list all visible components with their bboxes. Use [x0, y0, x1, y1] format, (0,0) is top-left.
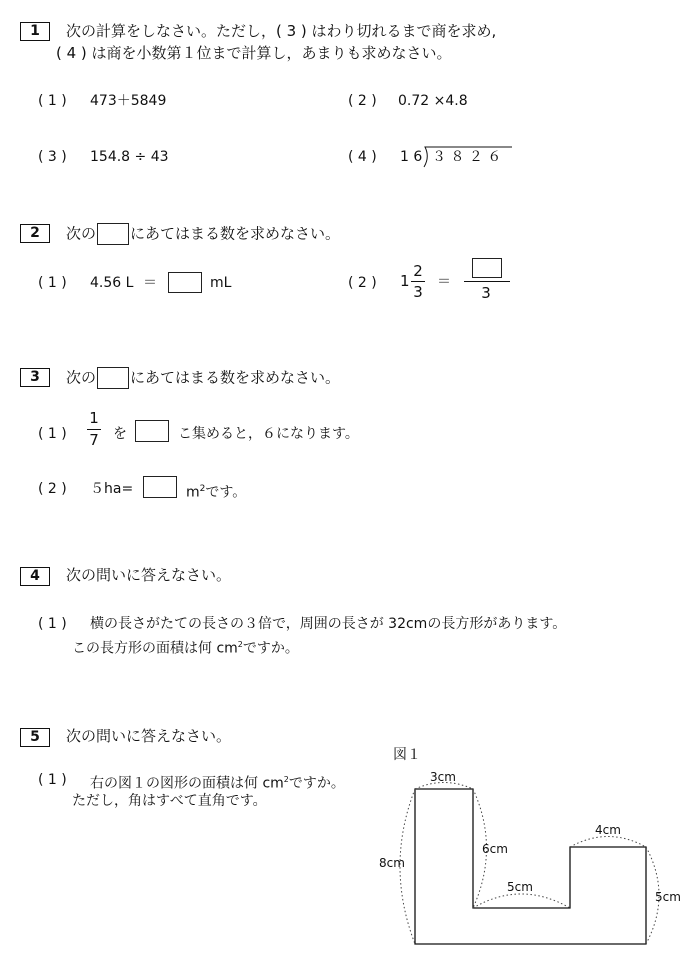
- q4-item1-line1: 横の長さがたての長さの３倍で，周囲の長さが 32cmの長方形があります。: [90, 616, 567, 632]
- q1-item4-divisor: 1 6: [400, 149, 423, 165]
- q2-item1-pre: 4.56 L: [90, 275, 134, 291]
- q1-item2-label: ( 2 ): [348, 93, 377, 109]
- dim-arc-bottom-inner: [473, 894, 570, 908]
- label-right-top: 4cm: [595, 823, 621, 837]
- q1-instruction-line2: ( 4 ) は商を小数第１位まで計算し，あまりも求めなさい。: [56, 44, 452, 62]
- q5-item1-label: ( 1 ): [38, 772, 67, 788]
- q2-item1-label: ( 1 ): [38, 275, 67, 291]
- figure-caption: 図１: [393, 747, 421, 763]
- unit-m: m: [186, 484, 200, 501]
- q4-number-box: 4: [20, 567, 50, 586]
- q3-item2-post: [186, 480, 246, 502]
- q5-item1-line2: ただし，角はすべて直角です。: [72, 793, 267, 809]
- q3-item1-wo: を: [113, 426, 127, 442]
- figure1-shape: [360, 760, 695, 960]
- q1-item2-expr: 0.72 ×4.8: [398, 93, 468, 109]
- q4-line2-pre: この長方形の面積は何 cm: [72, 640, 238, 657]
- q5-instruction: 次の問いに答えなさい。: [66, 727, 232, 745]
- q1-item3-expr: 154.8 ÷ 43: [90, 149, 169, 165]
- dim-arc-right-top: [570, 837, 646, 848]
- q3-item2-answer-box[interactable]: [143, 476, 177, 498]
- q3-instruction-pre: 次の: [66, 368, 97, 387]
- q1-item3-label: ( 3 ): [38, 149, 67, 165]
- q3-item1-answer-box[interactable]: [135, 420, 169, 442]
- q1-item4-dividend: ３ ８ ２ ６: [432, 149, 502, 165]
- q5-item1-line1: [90, 771, 345, 793]
- q4-instruction: 次の問いに答えなさい。: [66, 566, 232, 584]
- unit-exponent: 2: [199, 484, 206, 494]
- answer-blank: [97, 367, 129, 389]
- q5-line1-exponent: 2: [283, 775, 289, 784]
- q3-instruction: [66, 367, 340, 389]
- answer-blank: [97, 223, 129, 245]
- q2-item2-right-denominator: 3: [481, 284, 491, 302]
- label-left: 8cm: [379, 856, 405, 870]
- q2-item2-right-fraction-bar: [464, 281, 510, 282]
- q2-item2-answer-box[interactable]: [472, 258, 502, 278]
- q3-number-box: 3: [20, 368, 50, 387]
- q3-item2-desu: です。: [205, 484, 247, 501]
- label-inner-left: 6cm: [482, 842, 508, 856]
- q2-instruction: [66, 223, 340, 245]
- q5-number-box: 5: [20, 728, 50, 747]
- q3-item1-numerator: 1: [89, 409, 99, 427]
- q2-item2-denominator: 3: [413, 283, 423, 301]
- q1-item4-label: ( 4 ): [348, 149, 377, 165]
- q2-item2-whole: 1: [400, 272, 410, 290]
- q2-item2-numerator: 2: [413, 262, 423, 280]
- l-shape-outline: [415, 789, 646, 944]
- q2-instruction-post: にあてはまる数を求めなさい。: [130, 224, 341, 243]
- q3-item1-denominator: 7: [89, 431, 99, 449]
- q2-item1-unit: mL: [210, 275, 232, 291]
- q2-item2-eq: ＝: [437, 274, 451, 290]
- q3-item2-pre: ５ha=: [90, 481, 134, 497]
- q5-line1-pre: 右の図１の図形の面積は何 cm: [90, 775, 284, 792]
- q4-item1-line2: [72, 636, 299, 658]
- q3-item1-label: ( 1 ): [38, 426, 67, 442]
- q2-instruction-pre: 次の: [66, 224, 97, 243]
- label-top: 3cm: [430, 770, 456, 784]
- label-bottom-inner: 5cm: [507, 880, 533, 894]
- q2-number-box: 2: [20, 224, 50, 243]
- q1-item1-expr: 473＋5849: [90, 93, 167, 109]
- q2-item2-fraction-bar: [411, 281, 425, 282]
- q3-instruction-post: にあてはまる数を求めなさい。: [130, 368, 341, 387]
- q4-item1-label: ( 1 ): [38, 616, 67, 632]
- q4-line2-exponent: 2: [237, 640, 243, 649]
- q2-item1-answer-box[interactable]: [168, 272, 202, 293]
- q5-line1-post: ですか。: [288, 775, 345, 792]
- q2-item1-eq: ＝: [143, 275, 157, 291]
- q1-item1-label: ( 1 ): [38, 93, 67, 109]
- q4-line2-post: ですか。: [242, 640, 299, 657]
- q2-item2-label: ( 2 ): [348, 275, 377, 291]
- q3-item2-label: ( 2 ): [38, 481, 67, 497]
- q3-item1-post: こ集めると，６になります。: [178, 426, 359, 442]
- q3-item1-fraction-bar: [87, 429, 101, 430]
- q1-number-box: 1: [20, 22, 50, 41]
- label-right: 5cm: [655, 890, 681, 904]
- q1-instruction-line1: 次の計算をしなさい。ただし，( 3 ) はわり切れるまで商を求め,: [66, 22, 497, 40]
